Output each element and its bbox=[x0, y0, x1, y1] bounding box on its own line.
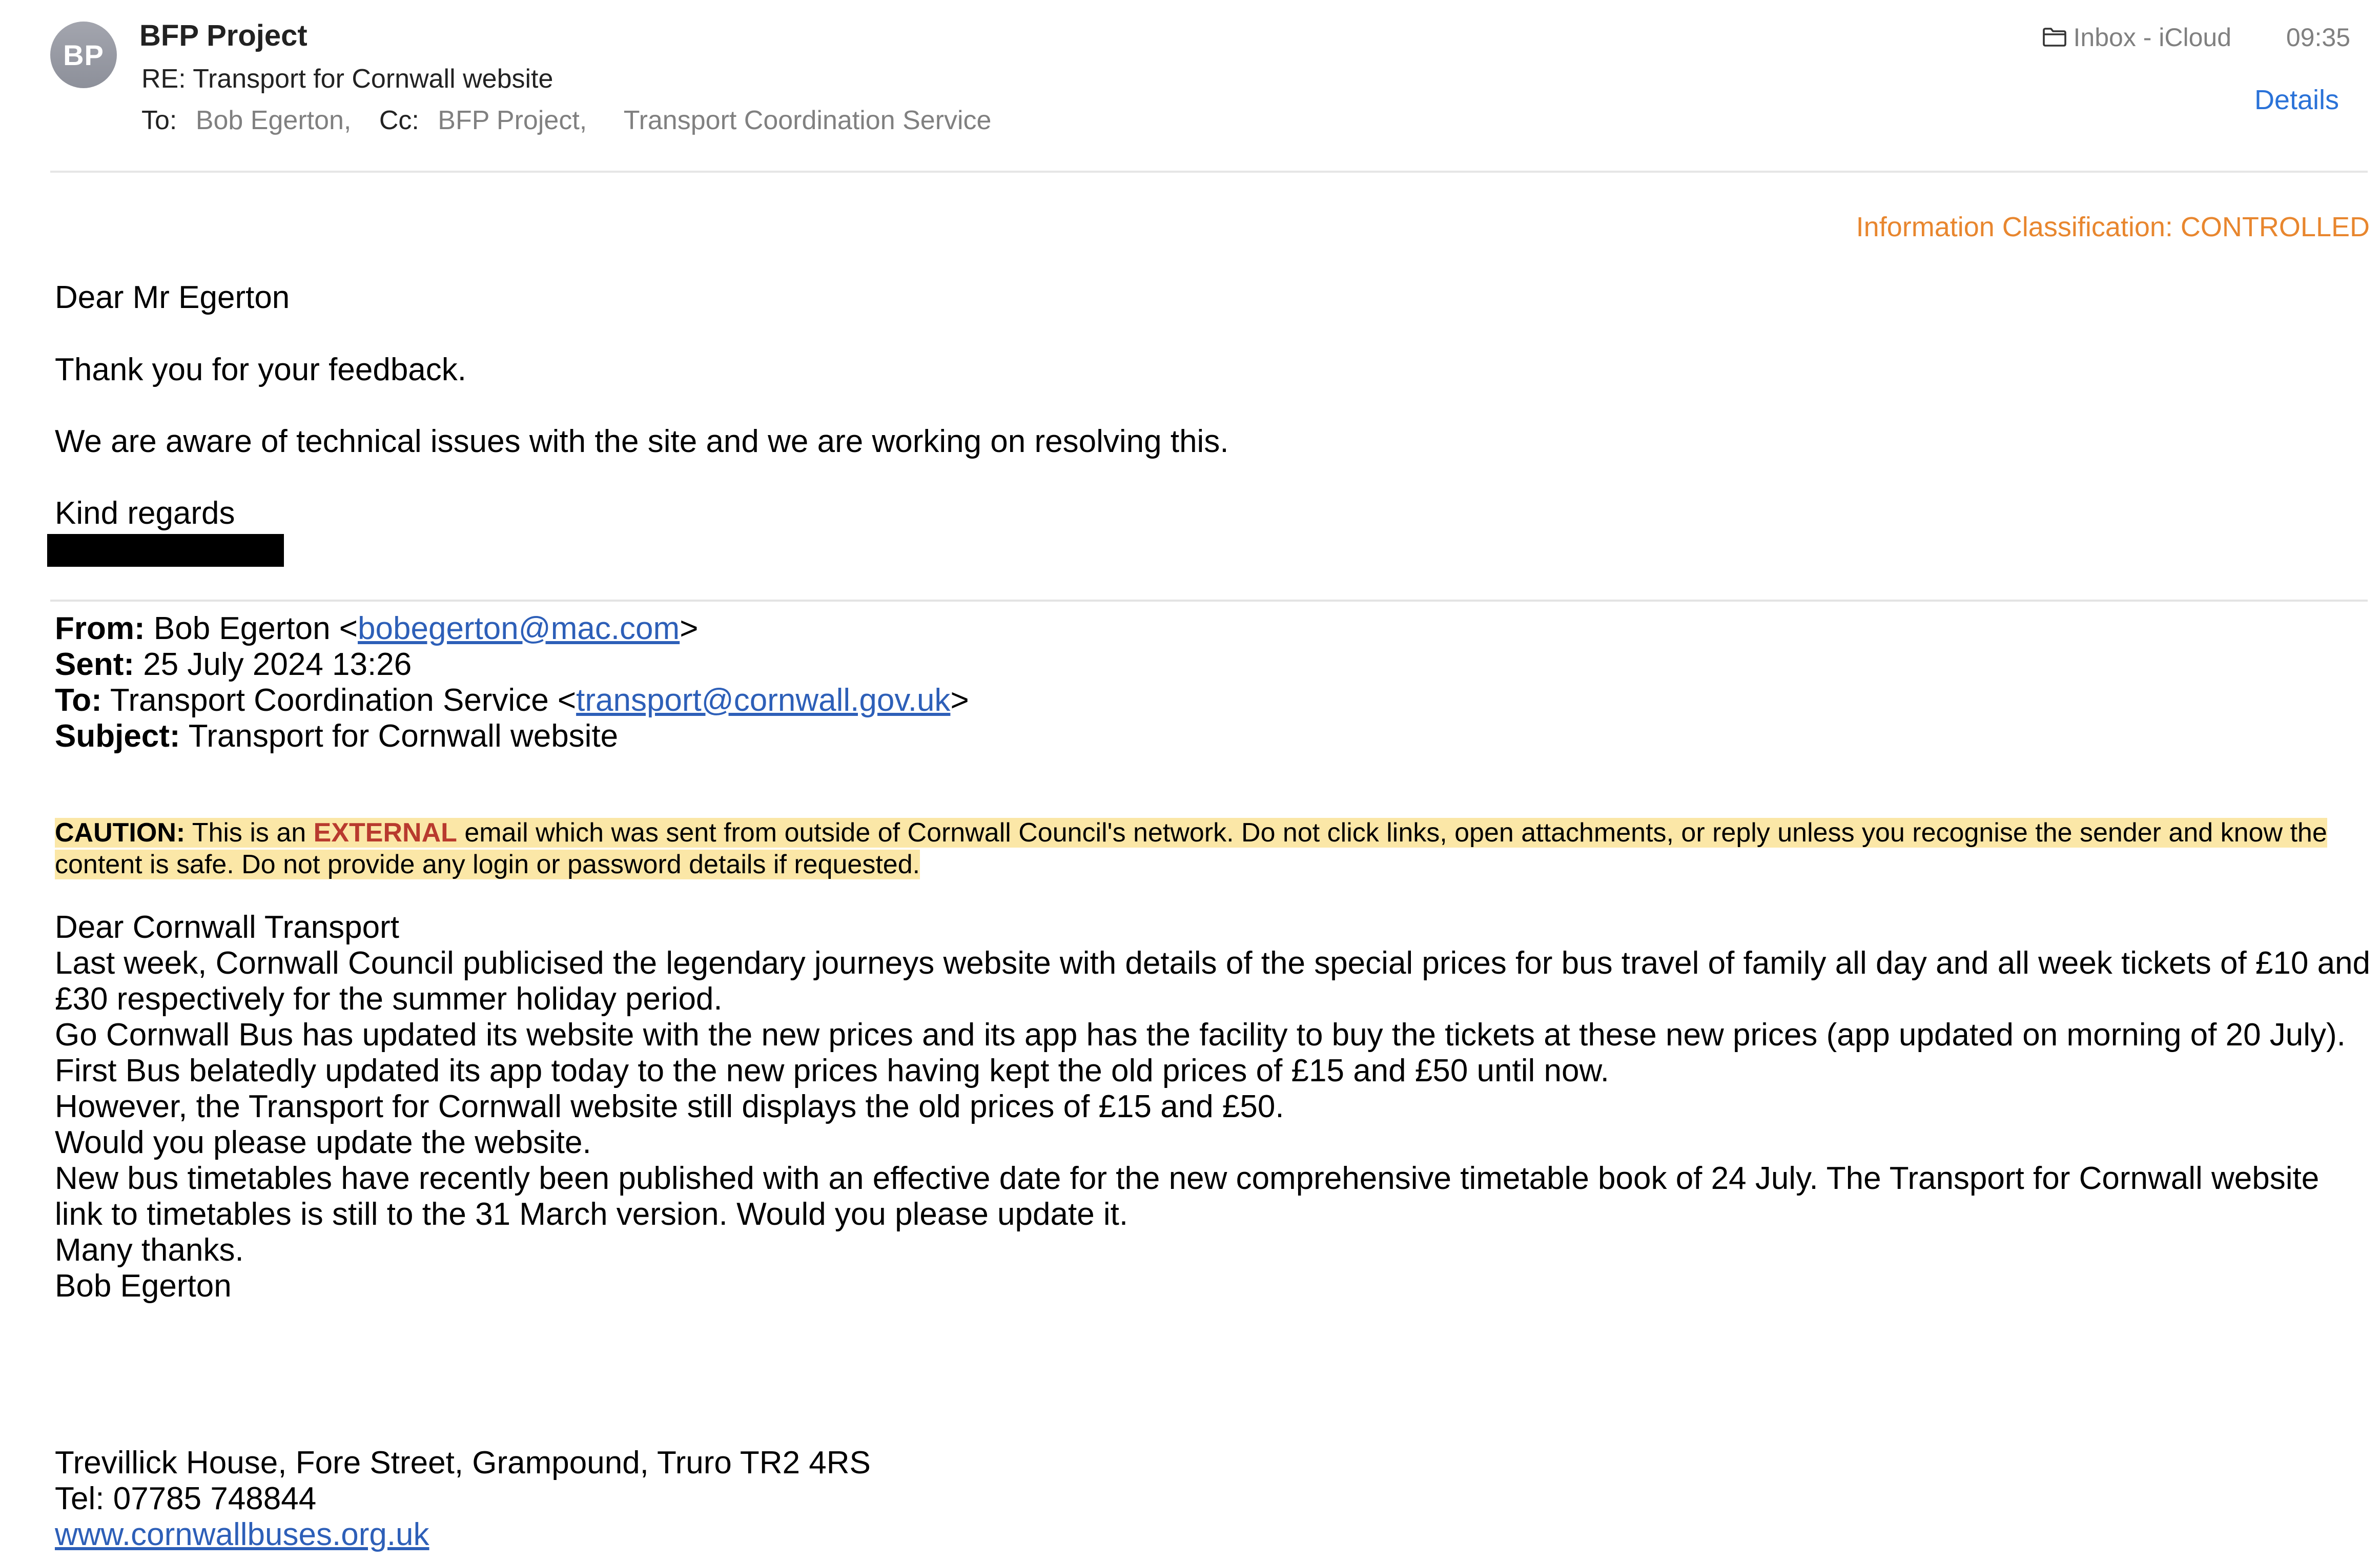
signature-address: Trevillick House, Fore Street, Grampound, Truro TR2 4RS bbox=[55, 1445, 871, 1480]
to-label: To: bbox=[141, 106, 177, 135]
signature-website-link[interactable]: www.cornwallbuses.org.uk bbox=[55, 1517, 429, 1552]
redacted-signature bbox=[47, 534, 284, 567]
to-label: To: bbox=[55, 683, 102, 718]
classification-label: Information Classification: CONTROLLED bbox=[1856, 212, 2370, 242]
signature-phone: Tel: 07785 748844 bbox=[55, 1481, 317, 1516]
reply-greeting: Dear Mr Egerton bbox=[55, 280, 290, 315]
reply-closing: Kind regards bbox=[55, 496, 235, 531]
message-paragraph: Many thanks. bbox=[55, 1232, 244, 1268]
message-paragraph: First Bus belatedly updated its app today to the new prices having kept the old prices of £15 and £50 until now. bbox=[55, 1053, 1610, 1088]
reply-line: We are aware of technical issues with the site and we are working on resolving this. bbox=[55, 424, 1229, 459]
quoted-subject bbox=[55, 718, 969, 754]
original-message bbox=[55, 910, 2371, 1304]
quoted-to bbox=[55, 683, 969, 718]
caution-text: email which was sent from outside of Cornwall Council's network. Do not click links, open attachments, or reply unless you recognise the sender and know the content is safe. Do not provide any login or password details if requested. bbox=[55, 818, 2327, 879]
message-paragraph: However, the Transport for Cornwall website still displays the old prices of £15 and £50. bbox=[55, 1089, 1284, 1124]
message-paragraph: Last week, Cornwall Council publicised the legendary journeys website with details of the special prices for bus travel of family all day and all week tickets of £10 and £30 respectively for the summer holiday period. bbox=[55, 945, 2371, 1017]
header-divider bbox=[50, 171, 2368, 173]
message-paragraph: Would you please update the website. bbox=[55, 1125, 591, 1160]
details-link[interactable]: Details bbox=[2254, 85, 2339, 115]
from-label: From: bbox=[55, 611, 145, 646]
mailbox-indicator bbox=[2042, 23, 2232, 52]
quoted-sent bbox=[55, 647, 969, 683]
folder-icon bbox=[2042, 27, 2067, 48]
quote-divider bbox=[50, 600, 2368, 602]
to-name: Transport Coordination Service < bbox=[110, 683, 577, 718]
cc-recipient[interactable]: BFP Project, bbox=[438, 106, 587, 135]
caution-highlight bbox=[55, 818, 2327, 879]
avatar: BP bbox=[50, 22, 117, 88]
sender-name: BFP Project bbox=[139, 19, 307, 52]
caution-text: This is an bbox=[185, 818, 314, 848]
received-time: 09:35 bbox=[2286, 23, 2350, 52]
message-paragraph: Dear Cornwall Transport bbox=[55, 910, 399, 945]
quoted-header bbox=[55, 611, 969, 754]
email-subject: RE: Transport for Cornwall website bbox=[141, 64, 553, 94]
from-close: > bbox=[680, 611, 699, 646]
caution-label: CAUTION: bbox=[55, 818, 186, 848]
quoted-from bbox=[55, 611, 969, 647]
from-name: Bob Egerton < bbox=[153, 611, 358, 646]
to-close: > bbox=[950, 683, 969, 718]
sent-label: Sent: bbox=[55, 647, 134, 682]
mailbox-name: Inbox - iCloud bbox=[2073, 23, 2231, 52]
external-tag: EXTERNAL bbox=[313, 818, 457, 848]
message-paragraph: Go Cornwall Bus has updated its website with the new prices and its app has the facility to buy the tickets at these new prices (app updated on morning of 20 July). bbox=[55, 1017, 2346, 1053]
subject-text: Transport for Cornwall website bbox=[188, 718, 619, 754]
subject-label: Subject: bbox=[55, 718, 180, 754]
recipients-line bbox=[141, 105, 991, 136]
caution-banner bbox=[55, 817, 2351, 880]
cc-recipient[interactable]: Transport Coordination Service bbox=[623, 106, 992, 135]
to-recipient[interactable]: Bob Egerton, bbox=[195, 106, 352, 135]
message-paragraph: New bus timetables have recently been published with an effective date for the new comprehensive timetable book of 24 July. The Transport for Cornwall website link to timetables is still to the 31 March version. Would you please update it. bbox=[55, 1161, 2320, 1232]
message-paragraph: Bob Egerton bbox=[55, 1268, 232, 1304]
cc-label: Cc: bbox=[379, 106, 419, 135]
to-email-link[interactable]: transport@cornwall.gov.uk bbox=[576, 683, 951, 718]
sender-signature bbox=[55, 1445, 871, 1553]
sent-date: 25 July 2024 13:26 bbox=[143, 647, 412, 682]
reply-line: Thank you for your feedback. bbox=[55, 352, 467, 387]
from-email-link[interactable]: bobegerton@mac.com bbox=[358, 611, 680, 646]
